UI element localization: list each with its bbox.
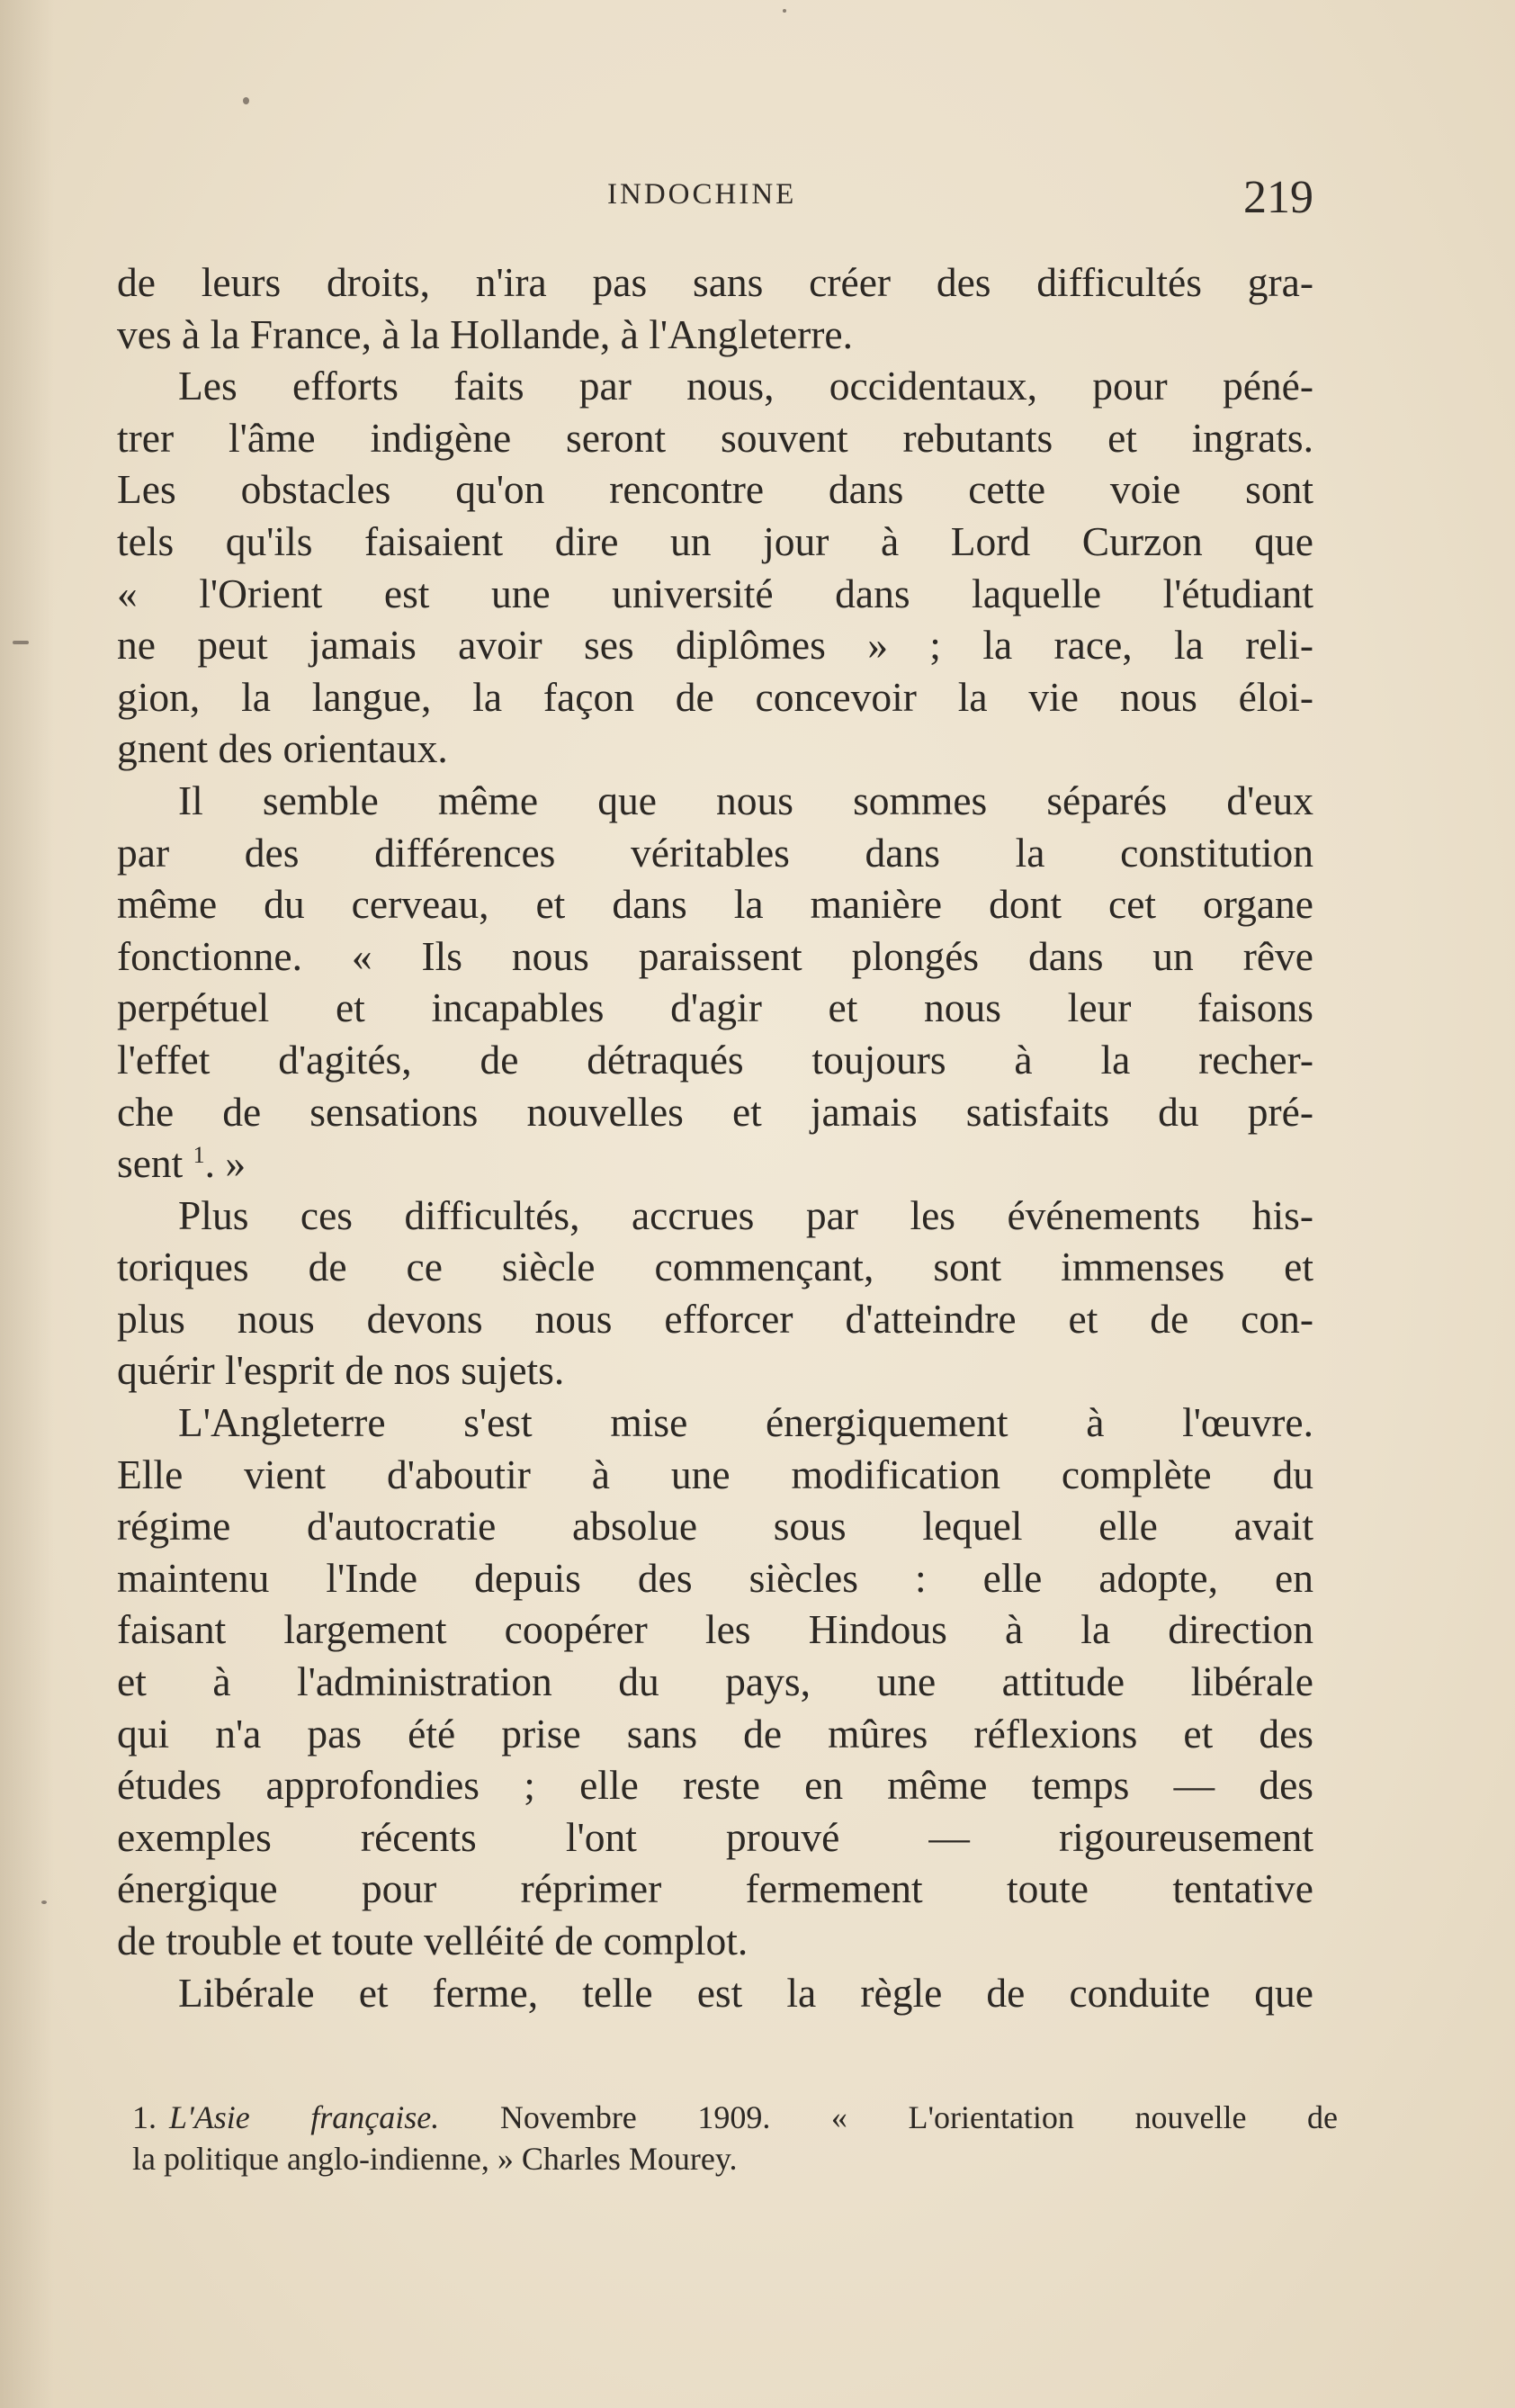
text-line: même du cerveau, et dans la manière dont cet organe bbox=[117, 881, 1313, 928]
paper-speck bbox=[13, 641, 29, 644]
text-line: faisant largement coopérer les Hindous à la direction bbox=[117, 1606, 1313, 1653]
text-line: études approfondies ; elle reste en même temps — des bbox=[117, 1762, 1313, 1809]
footnote-number: 1. bbox=[132, 2099, 157, 2135]
body-text bbox=[117, 256, 1313, 2018]
footnote-line: la politique anglo-indienne, » Charles Mourey. bbox=[132, 2141, 738, 2177]
text-line: régime d'autocratie absolue sous lequel elle avait bbox=[117, 1503, 1313, 1550]
footnote-line bbox=[132, 2097, 1338, 2138]
running-head-title: INDOCHINE bbox=[607, 178, 797, 211]
paper-speck bbox=[41, 1900, 47, 1904]
footnote-text: Novembre 1909. « L'orientation nouvelle de bbox=[499, 2099, 1339, 2135]
spine-shadow bbox=[0, 0, 54, 2408]
text-line: L'Angleterre s'est mise énergiquement à l'œuvre. bbox=[178, 1399, 1313, 1446]
text-line: exemples récents l'ont prouvé — rigoureusement bbox=[117, 1813, 1313, 1860]
text-line: fonctionne. « Ils nous paraissent plongés dans un rêve bbox=[117, 932, 1313, 979]
text-line: « l'Orient est une université dans laquelle l'étudiant bbox=[117, 570, 1313, 616]
footnote bbox=[132, 2097, 1338, 2179]
text-line: et à l'administration du pays, une attitude libérale bbox=[117, 1658, 1313, 1705]
text-line: toriques de ce siècle commençant, sont immenses et bbox=[117, 1244, 1313, 1290]
text-line: ne peut jamais avoir ses diplômes » ; la race, la reli- bbox=[117, 622, 1313, 669]
text-line-with-note bbox=[117, 1137, 1313, 1190]
text-line: de trouble et toute velléité de complot. bbox=[117, 1918, 749, 1963]
quote-close: . » bbox=[204, 1140, 247, 1187]
text-line: Il semble même que nous sommes séparés d'eux bbox=[178, 777, 1313, 823]
text-line: énergique pour réprimer fermement toute tentative bbox=[117, 1865, 1313, 1912]
footnote-reference: 1 bbox=[193, 1142, 205, 1169]
paper-speck bbox=[243, 97, 249, 104]
text-line: Libérale et ferme, telle est la règle de conduite que bbox=[178, 1969, 1313, 2016]
text-line: trer l'âme indigène seront souvent rebutants et ingrats. bbox=[117, 414, 1313, 461]
text-line: Les obstacles qu'on rencontre dans cette voie sont bbox=[117, 466, 1313, 513]
text-line: gnent des orientaux. bbox=[117, 725, 448, 772]
text-line: quérir l'esprit de nos sujets. bbox=[117, 1347, 565, 1394]
text-line: che de sensations nouvelles et jamais satisfaits du pré- bbox=[117, 1088, 1313, 1135]
footnote-source-title: L'Asie française. bbox=[169, 2099, 440, 2135]
text-line: qui n'a pas été prise sans de mûres réflexions et des bbox=[117, 1710, 1313, 1757]
text-line: plus nous devons nous efforcer d'atteindre et de con- bbox=[117, 1295, 1313, 1342]
paper-speck bbox=[783, 9, 786, 13]
text-line: l'effet d'agités, de détraqués toujours à la recher- bbox=[117, 1036, 1313, 1083]
text-line: tels qu'ils faisaient dire un jour à Lord Curzon que bbox=[117, 517, 1313, 564]
text-line-fragment: sent bbox=[117, 1140, 184, 1187]
page-number: 219 bbox=[1243, 172, 1313, 223]
text-line: maintenu l'Inde depuis des siècles : elle adopte, en bbox=[117, 1554, 1313, 1601]
text-line: Les efforts faits par nous, occidentaux, pour péné- bbox=[178, 363, 1313, 409]
text-line: Elle vient d'aboutir à une modification complète du bbox=[117, 1451, 1313, 1497]
text-line: gion, la langue, la façon de concevoir la vie nous éloi- bbox=[117, 673, 1313, 720]
text-line: par des différences véritables dans la constitution bbox=[117, 829, 1313, 876]
running-head bbox=[117, 171, 1313, 225]
text-line: perpétuel et incapables d'agir et nous leur faisons bbox=[117, 984, 1313, 1031]
text-line: de leurs droits, n'ira pas sans créer des difficultés gra- bbox=[117, 259, 1313, 305]
text-line: Plus ces difficultés, accrues par les événements his- bbox=[178, 1191, 1313, 1238]
text-line: ves à la France, à la Hollande, à l'Angleterre. bbox=[117, 310, 853, 357]
